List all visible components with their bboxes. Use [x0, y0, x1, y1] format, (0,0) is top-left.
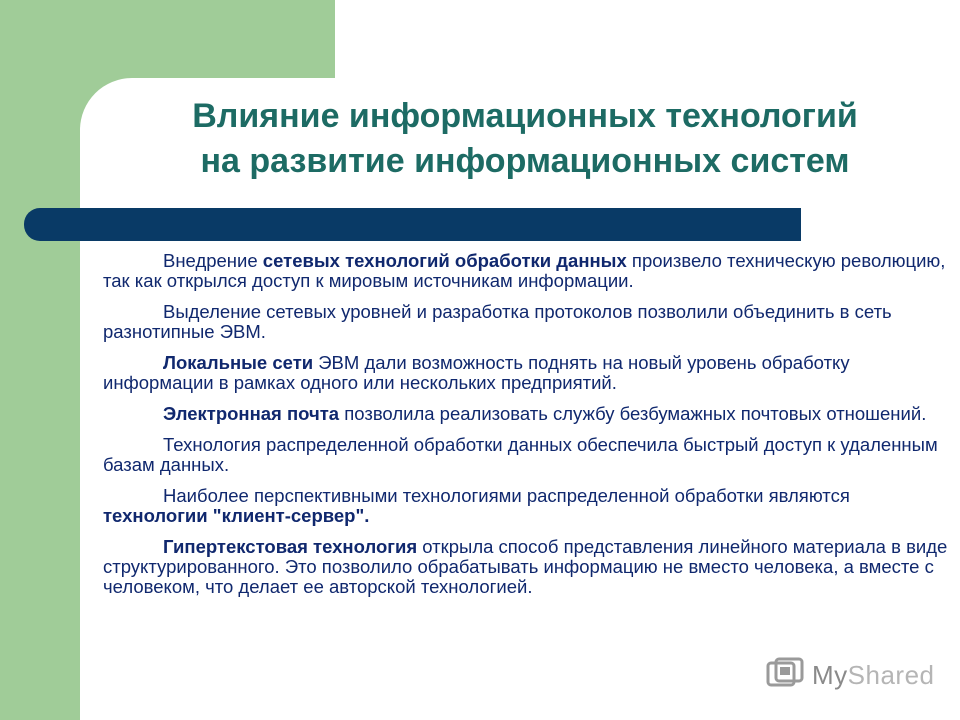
body-paragraph — [103, 486, 948, 526]
slide-title-line2: на развитие информационных систем — [200, 142, 850, 180]
bold-term: Локальные сети — [163, 352, 314, 373]
body-paragraph — [103, 251, 948, 291]
watermark-text-sub: Shared — [847, 659, 935, 690]
body-paragraph — [103, 302, 948, 342]
body-paragraph — [103, 404, 948, 424]
paragraph-text: позволила реализовать службу безбумажных почтовых отношений. — [339, 403, 927, 424]
myshared-logo-icon — [766, 657, 806, 693]
title-divider-bar — [24, 208, 801, 241]
slide-body — [103, 251, 948, 608]
watermark — [766, 657, 935, 693]
slide-title — [95, 94, 955, 184]
bold-term: Электронная почта — [163, 403, 340, 424]
paragraph-text: открыла способ представления линейного материала в виде структурированного. Это позволило обрабатывать информацию не вместо человека, а вместе с человеком, что делает ее авторской технологией. — [103, 536, 948, 597]
paragraph-text: произвело техническую революцию, так как открылся доступ к мировым источникам информации. — [103, 250, 946, 291]
body-paragraph — [103, 353, 948, 393]
body-paragraph — [103, 537, 948, 597]
paragraph-text: Выделение сетевых уровней и разработка протоколов позволили объединить в сеть разнотипные ЭВМ. — [103, 301, 892, 342]
slide-title-line1: Влияние информационных технологий — [192, 97, 858, 135]
bold-term: Гипертекстовая технология — [163, 536, 418, 557]
bold-term: технологии "клиент-сервер". — [103, 505, 370, 526]
bold-term: сетевых технологий обработки данных — [262, 250, 627, 271]
paragraph-text: ЭВМ дали возможность поднять на новый уровень обработку информации в рамках одного или нескольких предприятий. — [103, 352, 850, 393]
watermark-text-main: My — [812, 659, 848, 690]
paragraph-text: Внедрение — [163, 250, 263, 271]
body-paragraph — [103, 435, 948, 475]
watermark-text — [812, 660, 935, 691]
paragraph-text: Наиболее перспективными технологиями распределенной обработки являются — [163, 485, 850, 506]
paragraph-text: Технология распределенной обработки данных обеспечила быстрый доступ к удаленным базам данных. — [103, 434, 938, 475]
